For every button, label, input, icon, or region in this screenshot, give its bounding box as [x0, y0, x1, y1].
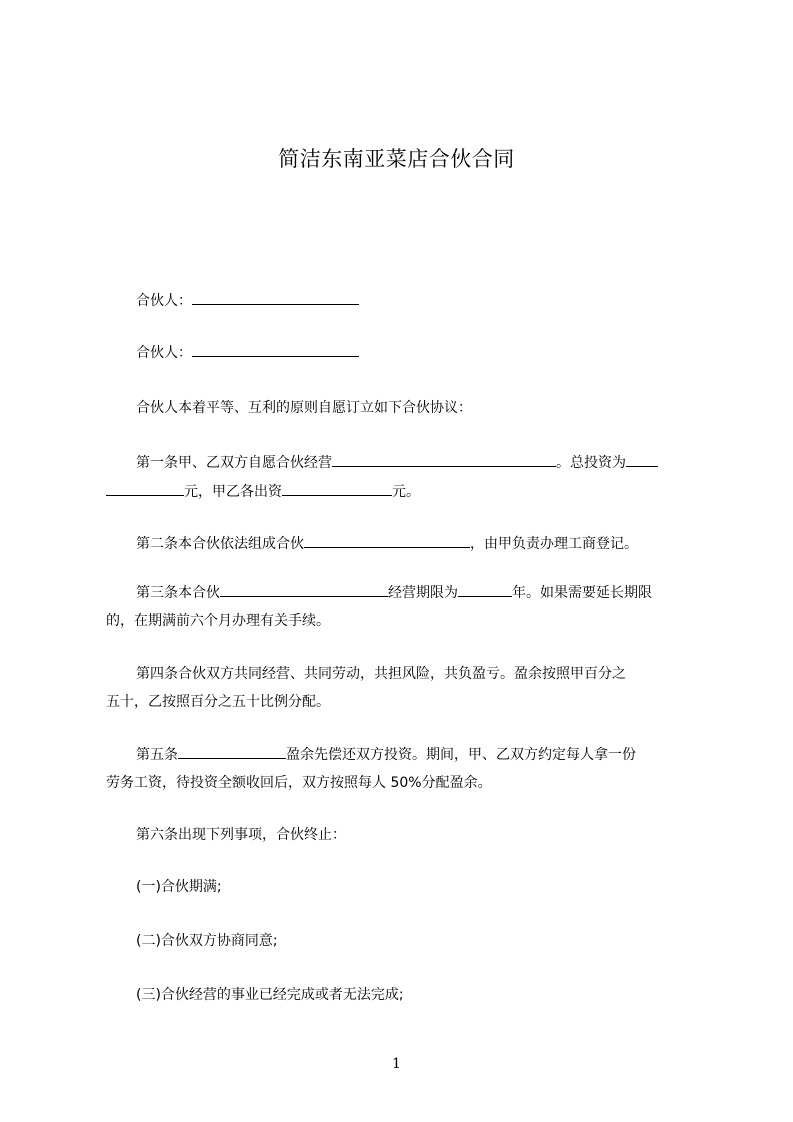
partnership-type-blank[interactable]: [304, 532, 470, 548]
intro-paragraph: 合伙人本着平等、互利的原则自愿订立如下合伙协议：: [136, 400, 472, 416]
article-5-line-2: 劳务工资，待投资全额收回后，双方按照每人 50%分配盈余。: [106, 775, 492, 791]
article-2-text-b: ，由甲负责办理工商登记。: [470, 536, 638, 552]
partner-blank-2[interactable]: [192, 341, 359, 357]
list-item: (一)合伙期满;: [136, 879, 222, 895]
investment-blank-start[interactable]: [626, 451, 658, 467]
article-4-line-1: 第四条合伙双方共同经营、共同劳动，共担风险，共负盈亏。盈余按照甲百分之: [136, 666, 626, 682]
article-5-blank[interactable]: [178, 743, 286, 759]
article-1-text-b: 。总投资为: [556, 455, 626, 471]
article-2: [106, 530, 732, 559]
article-3-line-2: 的，在期满前六个月办理有关手续。: [106, 613, 330, 629]
list-item: (三)合伙经营的事业已经完成或者无法完成;: [136, 987, 404, 1003]
investment-blank-end[interactable]: [106, 480, 184, 496]
article-1-text-c: 元，甲乙各出资: [184, 484, 282, 500]
partner-line-1: [106, 287, 732, 316]
article-5-text-a: 第五条: [136, 747, 178, 763]
partner-line-2: [106, 339, 732, 368]
partner-label: 合伙人：: [136, 293, 192, 309]
business-blank[interactable]: [332, 451, 556, 467]
business-scope-blank[interactable]: [220, 581, 388, 597]
page-number: 1: [392, 1056, 401, 1072]
article-3-text-b: 经营期限为: [388, 585, 458, 601]
article-1-line-1: [106, 449, 732, 478]
partner-blank-1[interactable]: [192, 289, 359, 305]
article-2-text-a: 第二条本合伙依法组成合伙: [136, 536, 304, 552]
article-1-text-d: 元。: [392, 484, 420, 500]
article-6: 第六条出现下列事项，合伙终止：: [136, 827, 346, 843]
document-title: 简洁东南亚菜店合伙合同: [278, 147, 515, 171]
article-5-line-1: [106, 741, 732, 770]
article-3-text-c: 年。如果需要延长期限: [512, 585, 652, 601]
article-3-text-a: 第三条本合伙: [136, 585, 220, 601]
article-1-line-2: [106, 478, 702, 507]
article-5-text-b: 盈余先偿还双方投资。期间，甲、乙双方约定每人拿一份: [286, 747, 636, 763]
partner-label: 合伙人：: [136, 345, 192, 361]
article-3-line-1: [106, 579, 732, 608]
article-4-line-2: 五十，乙按照百分之五十比例分配。: [106, 694, 330, 710]
list-item: (二)合伙双方协商同意;: [136, 933, 278, 949]
article-1-text-a: 第一条甲、乙双方自愿合伙经营: [136, 455, 332, 471]
term-years-blank[interactable]: [458, 581, 512, 597]
contribution-blank[interactable]: [282, 480, 392, 496]
